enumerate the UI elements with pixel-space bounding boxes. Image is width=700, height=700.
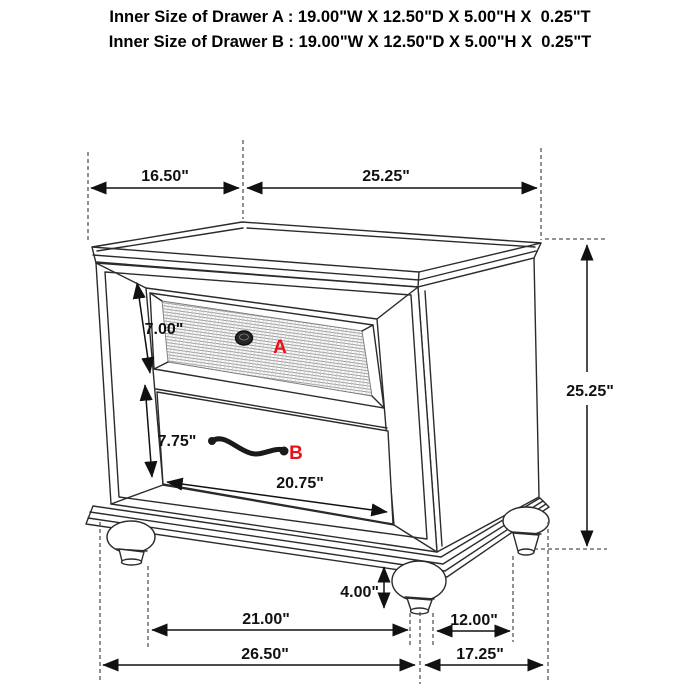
drawer-a-knob xyxy=(236,331,253,345)
dim-label-top-width: 25.25" xyxy=(362,168,410,185)
dim-label-top-depth: 16.50" xyxy=(141,168,189,185)
drawer-b-handle-end-left xyxy=(208,437,216,445)
leg-right-rear-bun xyxy=(503,507,549,535)
leg-front-left-bun xyxy=(107,521,155,553)
dim-label-drawer-b-width: 20.75" xyxy=(276,475,324,492)
dim-label-overall-depth: 17.25" xyxy=(456,646,504,663)
dim-label-front-leg-span: 21.00" xyxy=(242,611,290,628)
leg-right-rear-base xyxy=(518,549,534,555)
leg-right-rear xyxy=(503,507,549,555)
dim-label-leg-height: 4.00" xyxy=(340,584,379,601)
drawer-b-handle-end-right xyxy=(280,447,289,456)
drawer-b-size-text: Inner Size of Drawer B : 19.00"W X 12.50"D X 5.00"H X 0.25"T xyxy=(108,33,592,51)
nightstand-drawing xyxy=(86,222,549,614)
leg-front-center xyxy=(392,561,446,614)
dim-label-side-leg-span: 12.00" xyxy=(450,612,498,629)
drawer-b-letter: B xyxy=(289,443,303,464)
dim-label-drawer-b-height: 7.75" xyxy=(157,433,197,450)
drawer-a-letter: A xyxy=(273,337,287,358)
dim-label-drawer-a-height: 7.00" xyxy=(144,321,184,338)
leg-front-center-bun xyxy=(392,561,446,601)
leg-front-left-base xyxy=(122,559,142,565)
drawer-a-size-text: Inner Size of Drawer A : 19.00"W X 12.50"D X 5.00"H X 0.25"T xyxy=(109,8,591,26)
dim-label-overall-width: 26.50" xyxy=(241,646,289,663)
leg-front-left xyxy=(107,521,155,565)
top-surface xyxy=(92,222,541,272)
dim-label-overall-height: 25.25" xyxy=(566,383,614,400)
